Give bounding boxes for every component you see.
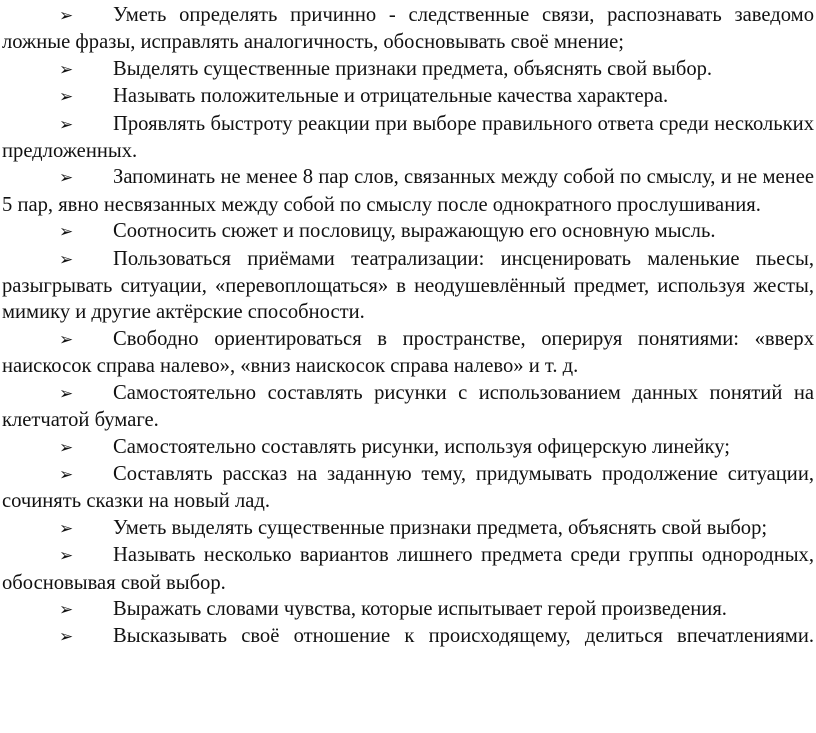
arrowhead-bullet-icon: ➢ (59, 87, 74, 108)
list-item-text: Проявлять быстроту реакции при выборе правильного ответа среди нескольких предложенных. (2, 112, 814, 163)
arrowhead-bullet-icon: ➢ (59, 627, 74, 648)
arrowhead-bullet-icon: ➢ (59, 59, 74, 80)
list-item (2, 596, 814, 623)
list-item-text: Называть несколько вариантов лишнего предмета среди группы однородных, обосновывая свой выбор. (2, 544, 814, 594)
list-item-text: Уметь выделять существенные признаки предмета, объяснять свой выбор; (113, 516, 768, 539)
list-item (2, 434, 814, 461)
list-item (2, 515, 814, 542)
arrowhead-bullet-icon: ➢ (59, 464, 74, 485)
list-item (2, 83, 814, 110)
list-item-text: Соотносить сюжет и пословицу, выражающую его основную мысль. (113, 220, 716, 243)
arrowhead-bullet-icon: ➢ (59, 168, 74, 189)
list-item-text: Самостоятельно составлять рисунки с использованием данных понятий на клетчатой бумаге. (2, 381, 814, 432)
list-item (2, 56, 814, 83)
list-item-text: Выделять существенные признаки предмета, объяснять свой выбор. (113, 57, 713, 80)
list-item (2, 326, 814, 380)
arrowhead-bullet-icon: ➢ (59, 546, 74, 567)
list-item (2, 164, 814, 218)
arrowhead-bullet-icon: ➢ (59, 329, 74, 350)
list-item-text: Выражать словами чувства, которые испытывает герой произведения. (113, 597, 727, 620)
arrowhead-bullet-icon: ➢ (59, 437, 74, 458)
list-item (2, 2, 814, 56)
arrowhead-bullet-icon: ➢ (59, 114, 74, 135)
list-item (2, 111, 814, 165)
list-item-text: Называть положительные и отрицательные качества характера. (113, 85, 669, 108)
list-item (2, 461, 814, 515)
list-item (2, 623, 814, 650)
arrowhead-bullet-icon: ➢ (59, 222, 74, 243)
list-item-text: Пользоваться приёмами театрализации: инсценировать маленькие пьесы, разыгрывать ситуации, «перевоплощаться» в неодушевлённый предмет, используя жесты, мимику и другие актёрские способности. (2, 247, 814, 324)
list-item-text: Уметь определять причинно - следственные связи, распознавать заведомо ложные фразы, исправлять аналогичность, обосновывать своё мнение; (2, 4, 814, 54)
document-body (2, 2, 814, 651)
list-item-text: Свободно ориентироваться в пространстве, оперируя понятиями: «вверх наискосок справа налево», «вниз наискосок справа налево» и т. д. (2, 327, 814, 378)
arrowhead-bullet-icon: ➢ (59, 383, 74, 404)
arrowhead-bullet-icon: ➢ (59, 599, 74, 620)
list-item-text: Самостоятельно составлять рисунки, используя офицерскую линейку; (113, 435, 731, 458)
list-item (2, 246, 814, 326)
list-item-text: Высказывать своё отношение к происходящему, делиться впечатлениями. (113, 625, 814, 648)
list-item-text: Запоминать не менее 8 пар слов, связанных между собой по смыслу, и не менее 5 пар, явно несвязанных между собой по смыслу после однократного прослушивания. (2, 166, 814, 216)
arrowhead-bullet-icon: ➢ (59, 6, 74, 26)
list-item (2, 380, 814, 434)
arrowhead-bullet-icon: ➢ (59, 249, 74, 270)
list-item (2, 542, 814, 596)
list-item (2, 218, 814, 245)
arrowhead-bullet-icon: ➢ (59, 518, 74, 539)
list-item-text: Составлять рассказ на заданную тему, придумывать продолжение ситуации, сочинять сказки на новый лад. (2, 462, 814, 513)
